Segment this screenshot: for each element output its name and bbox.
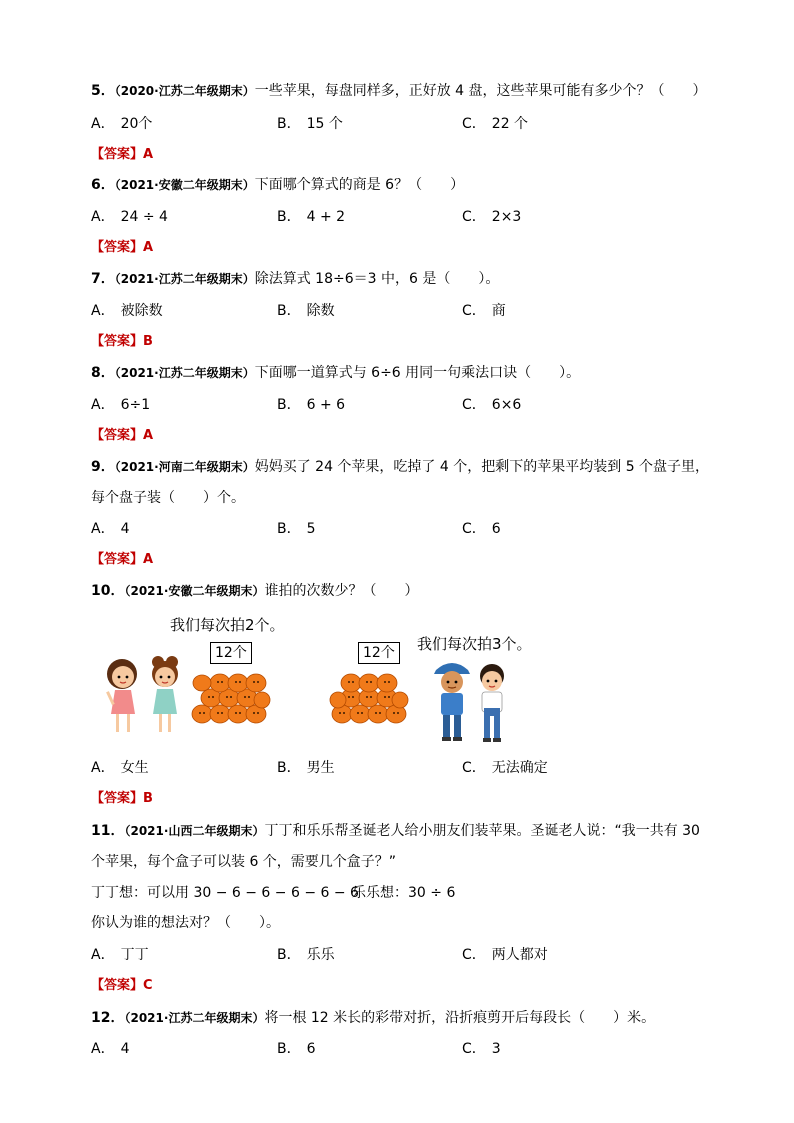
option-a: A． 女生 [91, 760, 149, 776]
option-c: C． 6×6 [462, 397, 522, 413]
girls-pumpkin-pile [190, 670, 270, 726]
boy-1-figure [434, 663, 470, 741]
answer-label: 【答案】C [91, 978, 153, 993]
question-text: 一些苹果，每盘同样多，正好放 4 盘，这些苹果可能有多少个？（ ） [254, 83, 707, 99]
option-a: A． 丁丁 [91, 947, 149, 963]
answer-label: 【答案】A [91, 552, 154, 567]
question-11: 11．（2021·山西二年级期末）丁丁和乐乐帮圣诞老人给小朋友们装苹果。圣诞老人说：“我一共有 30 [91, 823, 700, 839]
question-source: （2020·江苏二年级期末） [114, 84, 255, 98]
girl-1-figure [106, 659, 137, 732]
boy-2-figure [480, 664, 504, 742]
option-b: B． 15 个 [277, 116, 343, 132]
boys-caption: 我们每次拍3个。 [417, 635, 532, 653]
answer-label: 【答案】A [91, 428, 154, 443]
question-10: 10．（2021·安徽二年级期末）谁拍的次数少？（ ） [91, 583, 419, 599]
option-a: A． 24 ÷ 4 [91, 209, 168, 225]
option-b: B． 5 [277, 521, 316, 537]
question-9: 9．（2021·河南二年级期末）妈妈买了 24 个苹果，吃掉了 4 个，把剩下的苹果平均装到 5 个盘子里， [91, 459, 710, 475]
question-prompt: 你认为谁的想法对？（ ）。 [91, 915, 280, 931]
boys-pumpkin-pile [330, 670, 410, 726]
answer-label: 【答案】B [91, 334, 153, 349]
lele-method: 乐乐想：30 ÷ 6 [352, 885, 456, 901]
option-c: C． 商 [462, 303, 506, 319]
question-text-continued: 每个盘子装（ ）个。 [91, 490, 245, 506]
boys-count-box: 12个 [358, 642, 400, 664]
girl-2-figure [152, 656, 178, 732]
option-c: C． 2×3 [462, 209, 522, 225]
option-b: B． 4 + 2 [277, 209, 346, 225]
question-12: 12．（2021·江苏二年级期末）将一根 12 米长的彩带对折，沿折痕剪开后每段长（ ）米。 [91, 1010, 656, 1026]
option-c: C． 22 个 [462, 116, 529, 132]
option-a: A． 4 [91, 521, 130, 537]
option-c: C． 两人都对 [462, 947, 548, 963]
option-c: C． 6 [462, 521, 501, 537]
boys-illustration [430, 656, 514, 746]
option-c: C． 3 [462, 1041, 501, 1057]
question-7: 7．（2021·江苏二年级期末）除法算式 18÷6＝3 中，6 是（ ）。 [91, 271, 500, 287]
girls-count-box: 12个 [210, 642, 252, 664]
dingding-method: 丁丁想：可以用 30 − 6 − 6 − 6 − 6 − 6 [91, 885, 359, 901]
answer-label: 【答案】B [91, 791, 153, 806]
option-b: B． 6 [277, 1041, 316, 1057]
girls-illustration [100, 652, 190, 742]
option-b: B． 乐乐 [277, 947, 335, 963]
option-a: A． 6÷1 [91, 397, 151, 413]
question-6: 6．（2021·安徽二年级期末）下面哪个算式的商是 6？（ ） [91, 177, 465, 193]
question-5 [91, 81, 707, 101]
answer-label: 【答案】A [91, 240, 154, 255]
question-8: 8．（2021·江苏二年级期末）下面哪一道算式与 6÷6 用同一句乘法口诀（ ）。 [91, 365, 581, 381]
answer-label: 【答案】A [91, 147, 154, 162]
option-b: B． 6 + 6 [277, 397, 346, 413]
girls-caption: 我们每次拍2个。 [170, 616, 285, 634]
question-number: 5． [91, 83, 115, 99]
option-a: A． 4 [91, 1041, 130, 1057]
option-b: B． 除数 [277, 303, 335, 319]
option-b: B． 男生 [277, 760, 335, 776]
option-c: C． 无法确定 [462, 760, 548, 776]
option-a: A． 20个 [91, 116, 153, 132]
option-a: A． 被除数 [91, 303, 163, 319]
question-text-continued: 个苹果，每个盒子可以装 6 个，需要几个盒子？” [91, 854, 397, 870]
